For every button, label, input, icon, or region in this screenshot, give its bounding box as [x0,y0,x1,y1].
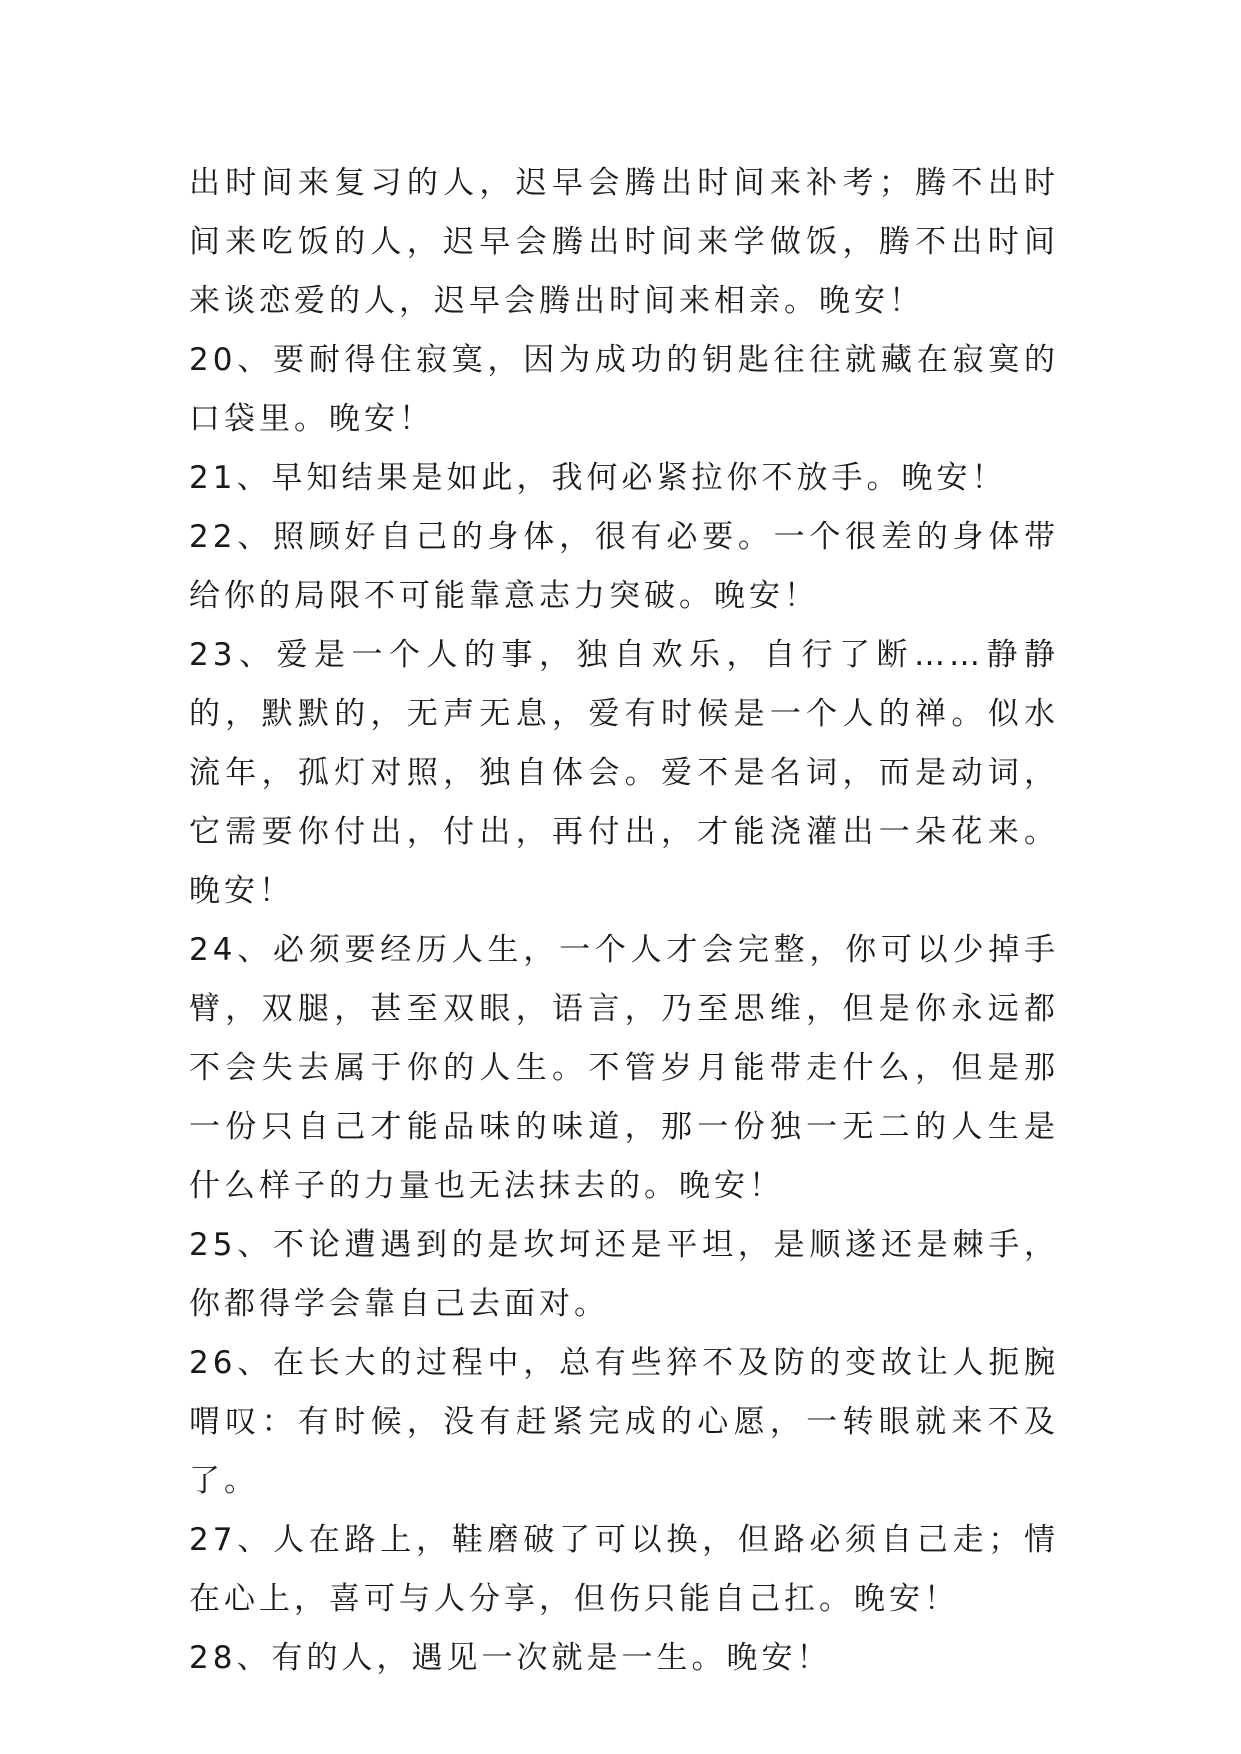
paragraph-27: 27、人在路上，鞋磨破了可以换，但路必须自己走；情在心上，喜可与人分享，但伤只能自己扛。晚安！ [189,1522,1059,1617]
paragraph-28: 28、有的人，遇见一次就是一生。晚安！ [189,1640,832,1676]
document-body [189,154,1059,1688]
paragraph-21: 21、早知结果是如此，我何必紧拉你不放手。晚安！ [189,460,1007,496]
paragraph-26: 26、在长大的过程中，总有些猝不及防的变故让人扼腕喟叹：有时候，没有赶紧完成的心愿，一转眼就来不及了。 [189,1345,1059,1499]
paragraph-23: 23、爱是一个人的事，独自欢乐，自行了断……静静的，默默的，无声无息，爱有时候是一个人的禅。似水流年，孤灯对照，独自体会。爱不是名词，而是动词，它需要你付出，付出，再付出，才能浇灌出一朵花来。晚安！ [189,637,1059,909]
paragraph-22: 22、照顾好自己的身体，很有必要。一个很差的身体带给你的局限不可能靠意志力突破。晚安！ [189,519,1059,614]
paragraph-25: 25、不论遭遇到的是坎坷还是平坦，是顺遂还是棘手，你都得学会靠自己去面对。 [189,1227,1059,1322]
paragraph-continued: 出时间来复习的人，迟早会腾出时间来补考；腾不出时间来吃饭的人，迟早会腾出时间来学做饭，腾不出时间来谈恋爱的人，迟早会腾出时间来相亲。晚安！ [189,165,1059,319]
paragraph-24: 24、必须要经历人生，一个人才会完整，你可以少掉手臂，双腿，甚至双眼，语言，乃至思维，但是你永远都不会失去属于你的人生。不管岁月能带走什么，但是那一份只自己才能品味的味道，那一份独一无二的人生是什么样子的力量也无法抹去的。晚安！ [189,932,1059,1204]
paragraph-20: 20、要耐得住寂寞，因为成功的钥匙往往就藏在寂寞的口袋里。晚安！ [189,342,1059,437]
